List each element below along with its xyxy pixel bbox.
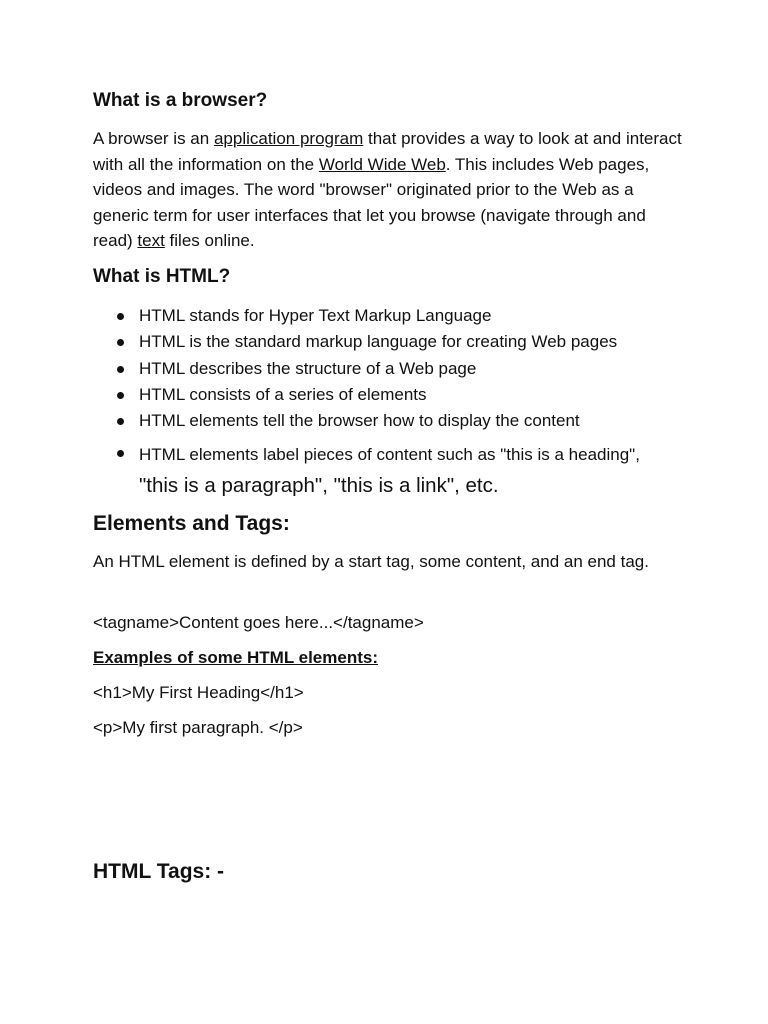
paragraph-browser (93, 126, 683, 254)
heading-examples: Examples of some HTML elements: (93, 648, 378, 667)
list-item (93, 438, 683, 502)
link-application-program[interactable]: application program (213, 129, 364, 148)
bullet-icon (117, 366, 124, 373)
list-item (93, 303, 683, 329)
tag-syntax-example: <tagname>Content goes here...</tagname> (93, 613, 424, 632)
browser-text-4: files online. (164, 231, 255, 250)
browser-text-1: A browser is an (93, 129, 214, 148)
html-bullet-list (93, 303, 683, 502)
heading-what-is-html: What is HTML? (93, 266, 231, 287)
heading-what-is-browser: What is a browser? (93, 90, 268, 111)
bullet-icon (117, 313, 124, 320)
bullet-icon (117, 450, 124, 457)
list-item-text: HTML is the standard markup language for creating Web pages (139, 332, 618, 352)
list-item-text: HTML stands for Hyper Text Markup Language (139, 306, 492, 325)
list-item (93, 382, 683, 408)
list-item-text: HTML consists of a series of elements (139, 384, 427, 404)
heading-elements-and-tags: Elements and Tags: (93, 512, 290, 535)
link-text[interactable]: text (137, 231, 165, 250)
example-h1: <h1>My First Heading</h1> (93, 683, 304, 702)
heading-html-tags: HTML Tags: - (93, 860, 225, 883)
list-item-text-large: "this is a paragraph", "this is a link", etc. (139, 474, 499, 498)
bullet-icon (117, 392, 124, 399)
list-item (93, 408, 683, 434)
link-world-wide-web[interactable]: World Wide Web (318, 154, 446, 174)
browser-text-3: . This includes Web pages, videos and images. The word "browser" originated prior to the Web as a generic term for user interfaces that let you browse (navigate through and read) (93, 154, 650, 250)
list-item (93, 356, 683, 382)
example-p: <p>My first paragraph. </p> (93, 718, 303, 737)
browser-text-2: that provides a way to look at and interact with all the information on the (93, 129, 682, 174)
bullet-icon (117, 339, 124, 346)
list-item-text: HTML elements label pieces of content such as "this is a heading", (139, 445, 640, 465)
paragraph-elements: An HTML element is defined by a start tag, some content, and an end tag. (93, 552, 649, 571)
bullet-icon (117, 418, 124, 425)
list-item-text: HTML describes the structure of a Web page (139, 358, 477, 378)
list-item (93, 329, 683, 355)
list-item-text: HTML elements tell the browser how to display the content (139, 411, 580, 431)
